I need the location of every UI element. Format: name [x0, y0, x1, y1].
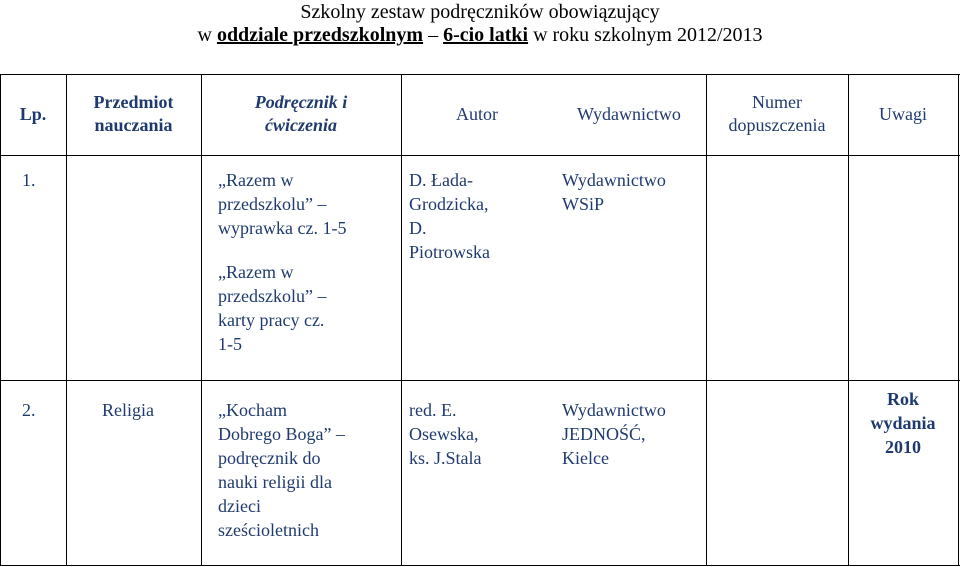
row1-book [218, 168, 398, 356]
header-uwagi: Uwagi [879, 104, 927, 124]
row1-book-line: karty pracy cz. [218, 310, 325, 330]
row1-book-line: „Razem w [218, 170, 294, 190]
row1-autor-line: D. Łada- [409, 170, 473, 190]
header-autor: Autor [456, 104, 498, 124]
row2-book [218, 398, 398, 542]
header-wydawnictwo: Wydawnictwo [577, 104, 681, 124]
header-podrecznik-line1: Podręcznik i [254, 92, 348, 112]
row1-wydawnictwo [562, 168, 666, 216]
row2-book-line: dzieci [218, 496, 261, 516]
header-separator [0, 155, 960, 156]
col-line-6 [958, 74, 959, 566]
header-numer [706, 91, 848, 137]
row1-wydawnictwo-line: Wydawnictwo [562, 170, 666, 190]
row2-autor-line: Osewska, [409, 424, 479, 444]
row2-wydawnictwo [562, 398, 666, 470]
row1-wydawnictwo-line: WSiP [562, 194, 605, 214]
header-lp: Lp. [19, 104, 47, 124]
row1-book-gap [218, 240, 398, 260]
row2-przedmiot: Religia [102, 400, 154, 420]
row2-uwagi [848, 387, 958, 459]
row1-autor-line: Grodzicka, [409, 194, 489, 214]
row2-lp: 2. [22, 400, 36, 420]
title-suffix: w roku szkolnym 2012/2013 [533, 24, 763, 46]
header-numer-line1: Numer [752, 92, 802, 112]
title-section: oddziale przedszkolnym [216, 24, 424, 46]
col-line-0 [0, 74, 1, 566]
row1-book-line: 1-5 [218, 334, 242, 354]
row2-autor [409, 398, 482, 470]
col-line-5 [848, 74, 849, 566]
row2-autor-line: ks. J.Stala [409, 448, 482, 468]
table-border-bottom [0, 565, 960, 566]
title-dash: – [428, 24, 439, 46]
document-title-line1: Szkolny zestaw podręczników obowiązujący [300, 1, 660, 23]
header-przedmiot-line2: nauczania [94, 115, 173, 135]
row2-uwagi-line: wydania [870, 413, 936, 433]
row2-uwagi-line: Rok [886, 389, 919, 409]
row2-book-line: sześcioletnich [218, 520, 319, 540]
row1-book-line: przedszkolu” – [218, 194, 327, 214]
row1-autor [409, 168, 490, 264]
header-przedmiot-line1: Przedmiot [93, 92, 174, 112]
row1-book-line: „Razem w [218, 262, 294, 282]
row1-lp: 1. [22, 170, 36, 190]
header-przedmiot [66, 91, 201, 137]
table-border-top [0, 74, 960, 75]
row1-autor-line: Piotrowska [409, 242, 490, 262]
row2-book-line: „Kocham [218, 400, 287, 420]
title-prefix: w [197, 24, 212, 46]
col-line-2 [201, 74, 202, 566]
row1-book-line: przedszkolu” – [218, 286, 327, 306]
col-line-1 [66, 74, 67, 566]
row2-book-line: podręcznik do [218, 448, 321, 468]
row2-autor-line: red. E. [409, 400, 457, 420]
row2-book-line: nauki religii dla [218, 472, 332, 492]
row2-wydawnictwo-line: Kielce [562, 448, 609, 468]
row2-wydawnictwo-line: Wydawnictwo [562, 400, 666, 420]
title-group: 6-cio latki [443, 24, 529, 46]
header-podrecznik-line2: ćwiczenia [265, 115, 337, 135]
row-separator [0, 380, 960, 381]
col-line-3 [401, 74, 402, 566]
row2-wydawnictwo-line: JEDNOŚĆ, [562, 424, 646, 444]
row2-uwagi-line: 2010 [885, 437, 921, 457]
row1-book-line: wyprawka cz. 1-5 [218, 218, 347, 238]
col-line-4 [706, 74, 707, 566]
row1-autor-line: D. [409, 218, 427, 238]
row2-book-line: Dobrego Boga” – [218, 424, 345, 444]
header-podrecznik [201, 91, 401, 137]
header-numer-line2: dopuszczenia [728, 115, 826, 135]
